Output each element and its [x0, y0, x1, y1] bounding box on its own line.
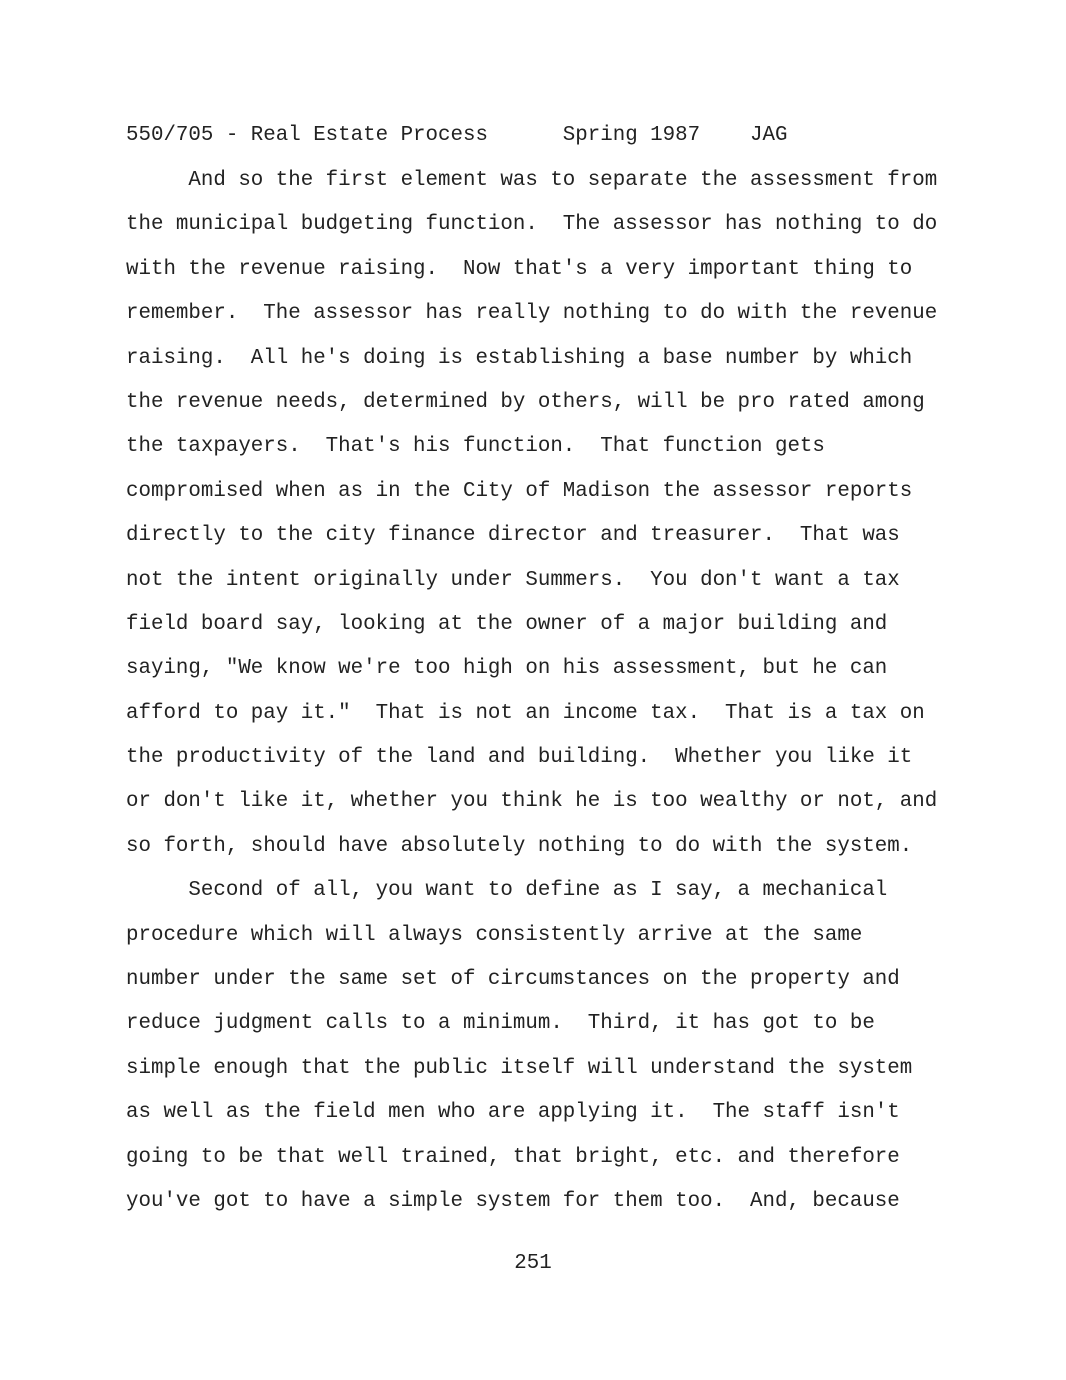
page-number: 251: [514, 1252, 552, 1275]
text-line: afford to pay it." That is not an income tax. That is a tax on: [126, 701, 925, 725]
text-line: Second of all, you want to define as I say, a mechanical: [126, 879, 888, 903]
text-line: as well as the field men who are applying it. The staff isn't: [126, 1101, 900, 1125]
text-line: procedure which will always consistently arrive at the same: [126, 923, 863, 947]
document-body: [126, 159, 956, 1224]
text-line: the revenue needs, determined by others, will be pro rated among: [126, 390, 925, 414]
text-line: simple enough that the public itself will understand the system: [126, 1056, 913, 1080]
text-line: reduce judgment calls to a minimum. Third, it has got to be: [126, 1012, 875, 1036]
text-line: the municipal budgeting function. The assessor has nothing to do: [126, 213, 938, 237]
text-line: saying, "We know we're too high on his assessment, but he can: [126, 657, 888, 681]
text-line: the taxpayers. That's his function. That function gets: [126, 435, 825, 459]
text-line: so forth, should have absolutely nothing to do with the system.: [126, 834, 913, 858]
text-line: compromised when as in the City of Madison the assessor reports: [126, 479, 913, 503]
text-line: field board say, looking at the owner of a major building and: [126, 612, 888, 636]
text-line: not the intent originally under Summers. You don't want a tax: [126, 568, 900, 592]
text-line: you've got to have a simple system for them too. And, because: [126, 1189, 900, 1213]
text-line: directly to the city finance director and treasurer. That was: [126, 524, 900, 548]
text-line: or don't like it, whether you think he is too wealthy or not, and: [126, 790, 938, 814]
text-line: raising. All he's doing is establishing a base number by which: [126, 346, 913, 370]
text-line: number under the same set of circumstances on the property and: [126, 968, 900, 992]
page-header: 550/705 - Real Estate Process Spring 1987 JAG: [126, 124, 788, 147]
text-line: the productivity of the land and building. Whether you like it: [126, 746, 913, 770]
text-line: with the revenue raising. Now that's a very important thing to: [126, 257, 913, 281]
text-line: And so the first element was to separate the assessment from: [126, 169, 938, 192]
text-line: remember. The assessor has really nothing to do with the revenue: [126, 302, 938, 326]
text-line: going to be that well trained, that bright, etc. and therefore: [126, 1145, 900, 1169]
